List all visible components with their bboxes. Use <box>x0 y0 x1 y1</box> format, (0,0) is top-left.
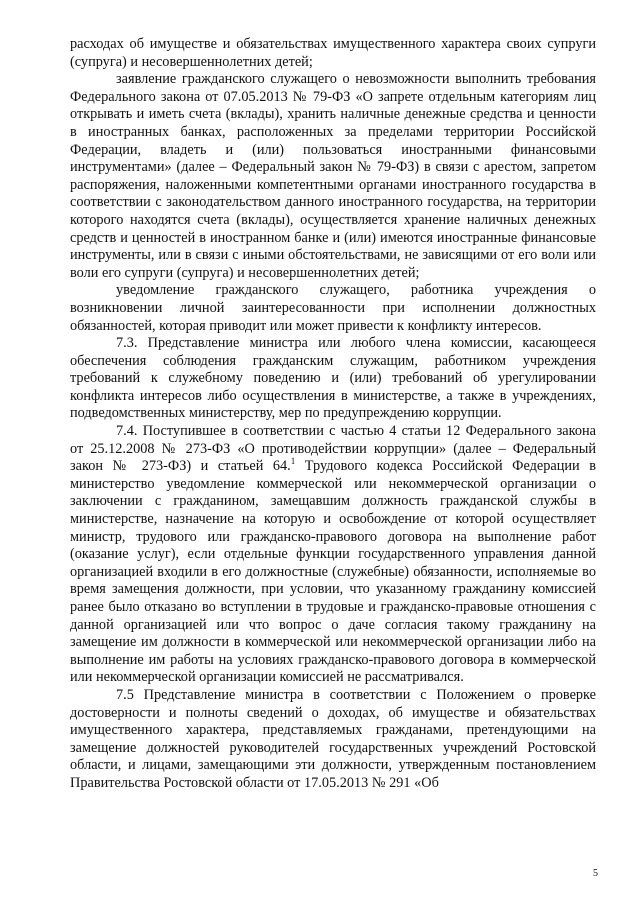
page-number: 5 <box>593 868 598 879</box>
paragraph-7-4-part1: 7.4. Поступившее в соответствии с частью 4 статьи 12 Федерального закона от 25.12.2008 № 273-ФЗ «О противодействии коррупции» (далее – Федеральный закон № 273-ФЗ) и статьей 64. <box>70 423 596 475</box>
paragraph-statement-79fz: заявление гражданского служащего о невозможности выполнить требования Федерального закона от 07.05.2013 № 79-ФЗ «О запрете отдельным категориям лиц открывать и иметь счета (вклады), хранить наличные денежные средства и ценности в иностранных банках, расположенных за пределами территории Российской Федерации, владеть и (или) пользоваться иностранными финансовыми инструментами» (далее – Федеральный закон № 79-ФЗ) в связи с арестом, запретом распоряжения, наложенными компетентными органами иностранного государства в соответствии с законодательством данного иностранного государства, на территории которого находятся счета (вклады), осуществляется хранение наличных денежных средств и ценностей в иностранном банке и (или) имеются иностранные финансовые инструменты, или в связи с иными обстоятельствами, не зависящими от его воли или воли его супруги (супруга) и несовершеннолетних детей; <box>70 71 596 281</box>
paragraph-7-4-part2: Трудового кодекса Российской Федерации в министерство уведомление коммерческой или некоммерческой организации о заключении с гражданином, замещавшим должность гражданской службы в министерстве, назначение на которую и освобождение от которой осуществляет министр, трудового или гражданско-правового договора на выполнение работ (оказание услуг), если отдельные функции государственного управления данной организацией входили в его должностные (служебные) обязанности, исполняемые во время замещения должности, при условии, что указанному гражданину комиссией ранее было отказано во вступлении в трудовые и гражданско-правовые отношения с данной организацией или что вопрос о даче согласия такому гражданину на замещение им должности в коммерческой или некоммерческой организации либо на выполнение им работы на условиях гражданско-правового договора в коммерческой или некоммерческой организации комиссией не рассматривался. <box>70 458 596 686</box>
document-body <box>70 36 596 793</box>
paragraph-notification-conflict: уведомление гражданского служащего, работника учреждения о возникновении личной заинтересованности при исполнении должностных обязанностей, которая приводит или может привести к конфликту интересов. <box>70 282 596 334</box>
footnote-superscript: 1 <box>290 456 296 467</box>
paragraph-7-5: 7.5 Представление министра в соответствии с Положением о проверке достоверности и полноты сведений о доходах, об имуществе и обязательствах имущественного характера, представляемых гражданами, претендующими на замещение должностей руководителей государственных учреждений Ростовской области, и лицами, замещающими эти должности, утвержденным постановлением Правительства Ростовской области от 17.05.2013 № 291 «Об <box>70 686 596 791</box>
paragraph-7-4 <box>70 423 596 687</box>
paragraph-continuation: расходах об имуществе и обязательствах имущественного характера своих супруги (супруга) и несовершеннолетних детей; <box>70 36 596 70</box>
paragraph-7-3: 7.3. Представление министра или любого члена комиссии, касающееся обеспечения соблюдения гражданским служащим, работником учреждения требований к служебному поведению и (или) требований об урегулировании конфликта интересов либо осуществления в министерстве, а также в учреждениях, подведомственных министерству, мер по предупреждению коррупции. <box>70 335 596 422</box>
